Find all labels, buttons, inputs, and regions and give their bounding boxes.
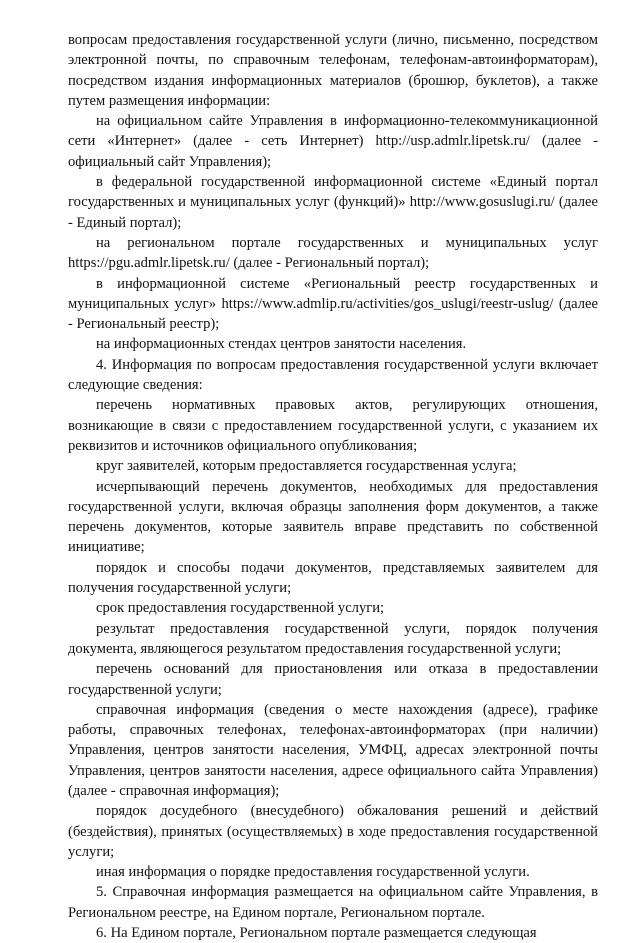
paragraph-legal-acts: перечень нормативных правовых актов, регулирующих отношения, возникающие в связи с предоставлением государственной услуги, с указанием их реквизитов и источников официального опубликования; (68, 397, 598, 454)
paragraph-documents-list: исчерпывающий перечень документов, необходимых для предоставления государственной услуги, включая образцы заполнения форм документов, а также перечень документов, которые заявитель вправе представить по собственной инициативе; (68, 478, 598, 556)
paragraph-info-stands: на информационных стендах центров занятости населения. (96, 336, 467, 353)
paragraph-item-5: 5. Справочная информация размещается на официальном сайте Управления, в Региональном реестре, на Едином портале, Региональном портале. (68, 884, 598, 921)
paragraph-regional-registry: в информационной системе «Региональный реестр государственных и муниципальных услуг» https://www.admlip.ru/activities/gos_uslugi/reestr-uslug/ (далее - Региональный реестр); (68, 275, 598, 333)
paragraph-reference-info: справочная информация (сведения о месте нахождения (адресе), графике работы, справочных телефонах, телефонах-автоинформаторах (при наличии) Управления, центров занятости населения, УМФЦ, адресах электронной почты Управления, центров занятости населения, адресе официального сайта Управления) (далее - справочная информация); (68, 701, 598, 799)
paragraph-service-result: результат предоставления государственной услуги, порядок получения документа, являющегося результатом предоставления государственной услуги; (68, 620, 598, 657)
paragraph-service-term: срок предоставления государственной услуги; (96, 600, 385, 617)
paragraph-official-site: на официальном сайте Управления в информационно-телекоммуникационной сети «Интернет» (далее - сеть Интернет) http://usp.admlr.lipetsk.ru/ (далее - официальный сайт Управления); (68, 113, 598, 170)
paragraph-item-6: 6. На Едином портале, Региональном портале размещается следующая (96, 925, 537, 942)
paragraph-regional-portal: на региональном портале государственных и муниципальных услуг https://pgu.admlr.lipetsk.ru/ (далее - Региональный портал); (68, 234, 598, 272)
paragraph-submission-methods: порядок и способы подачи документов, представляемых заявителем для получения государственной услуги; (68, 559, 598, 597)
paragraph-other-info: иная информация о порядке предоставления государственной услуги. (96, 864, 530, 881)
paragraph-appeal-procedure: порядок досудебного (внесудебного) обжалования решений и действий (бездействия), принятых (осуществляемых) в ходе предоставления государственной услуги; (68, 803, 598, 860)
paragraph-continuation: вопросам предоставления государственной услуги (лично, письменно, посредством электронной почты, по справочным телефонам, телефонам-автоинформаторам), посредством издания информационных материалов (брошюр, буклетов), а также путем размещения информации: (68, 32, 598, 109)
paragraph-unified-portal: в федеральной государственной информационной системе «Единый портал государственных и муниципальных услуг (функций)» http://www.gosuslugi.ru/ (далее - Единый портал); (68, 174, 598, 231)
paragraph-item-4: 4. Информация по вопросам предоставления государственной услуги включает следующие сведения: (68, 356, 598, 394)
document-page (68, 30, 598, 943)
paragraph-refusal-grounds: перечень оснований для приостановления или отказа в предоставлении государственной услуги; (68, 661, 598, 698)
paragraph-applicants: круг заявителей, которым предоставляется государственная услуга; (96, 458, 517, 475)
